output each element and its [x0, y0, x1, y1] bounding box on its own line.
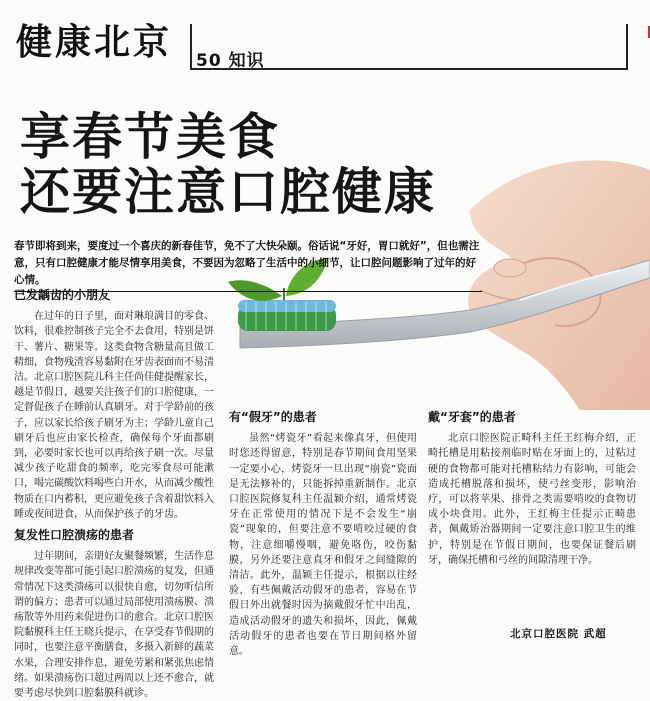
article-column-1 [14, 288, 214, 701]
article-column-3 [428, 410, 636, 568]
section-body: 虽然“烤瓷牙”看起来像真牙，但使用时您还得留意，特别是春节期间食用坚果一定要小心，烤瓷牙一旦出现“崩瓷”瓷面是无法修补的，只能拆掉重新制作。北京口腔医院修复科主任温颖介绍，通常烤瓷牙在正常使用的情况下是不会发生“崩瓷”现象的，但要注意不要啃咬过硬的食物，注意细嚼慢咽，避免咯伤，咬伤黏膜，另外还要注意真牙和假牙之间缝隙的清洁。此外，温颖主任提示，根据以往经验，有些佩戴活动假牙的患者，容易在节假日外出就餐时因为摘戴假牙忙中出乱，造成活动假牙的遗失和损坏，因此，佩戴活动假牙的患者也要在节日期间格外留意。 [229, 433, 417, 658]
section-body: 过年期间，亲朋好友聚餐频繁，生活作息规律改变等都可能引起口腔溃疡的复发，但通常情况下这类溃疡可以很快自愈，切勿听信所谓的偏方；患者可以通过局部使用溃疡膜、溃疡散等外用药来促进伤口的愈合。北京口腔医院黏膜科主任王晓兵提示，在享受春节假期的同时，也要注意平衡膳食，多摄入新鲜的蔬菜水果，合理安排作息，避免劳累和紧张焦虑情绪。如果溃疡伤口超过两周以上还不愈合，就要考虑尽快到口腔黏膜科就诊。 [14, 551, 214, 700]
section-body: 在过年的日子里，面对琳琅满目的零食、饮料，很难控制孩子完全不去食用，特别是饼干、薯片、糖果等。这类食物含糖量高且做工精细，食物残渣容易黏附在牙齿表面而不易清洁。北京口腔医院儿科主任尚佳健提醒家长，越是节假日，越要关注孩子们的口腔健康，一定督促孩子在睡前认真刷牙。对于学龄前的孩子，应以家长给孩子刷牙为主；学龄儿童自己刷牙后也应由家长检查，确保每个牙面都刷到，必要时家长也可以再给孩子刷一次。尽量减少孩子吃甜食的频率，吃完零食尽可能漱口，喝完碳酸饮料喝些白开水，从而减少酸性物质在口内蓄积，更应避免孩子含着甜饮料入睡或夜间进食，从而保护孩子的牙齿。 [14, 311, 214, 520]
author-signature: 北京口腔医院 武超 [510, 628, 607, 640]
section-label: 50 知识 [196, 51, 265, 71]
headline-line-2: 还要注意口腔健康 [20, 163, 436, 221]
lead-paragraph: 春节即将到来，要度过一个喜庆的新春佳节，免不了大快朵颐。俗话说“牙好，胃口就好”，但也需注意，只有口腔健康才能尽情享用美食，不要因为忽略了生活中的小细节，让口腔问题影响了过年的好心情。 [14, 238, 482, 292]
section-heading: 复发性口腔溃疡的患者 [14, 528, 135, 543]
section-heading: 已发龋齿的小朋友 [14, 288, 111, 302]
masthead [0, 0, 650, 80]
newspaper-title: 健康北京 [16, 21, 173, 63]
section-body: 北京口腔医院正畸科主任王红梅介绍，正畸托槽是用粘接剂临时贴在牙面上的，过粘过硬的食物都可能对托槽粘结力有影响，可能会造成托槽脱落和损坏，使弓丝变形，影响治疗，可以将苹果、排骨之类需要啃咬的食物切成小块食用。此外，王红梅主任提示正畸患者，佩戴矫治器期间一定要注意口腔卫生的维护，特别是在节假日期间，也要保证餐后刷牙，确保托槽和弓丝的间隙清理干净。 [428, 433, 636, 566]
headline-line-1: 享春节美食 [20, 108, 280, 166]
masthead-rule-left [190, 24, 192, 70]
section-heading: 戴“牙套”的患者 [428, 410, 516, 424]
page-edge-mark [642, 26, 650, 38]
toothbrush-bristles [238, 300, 336, 331]
article-column-2 [229, 410, 417, 659]
masthead-rule-right [626, 24, 628, 70]
section-heading: 有“假牙”的患者 [229, 410, 317, 424]
